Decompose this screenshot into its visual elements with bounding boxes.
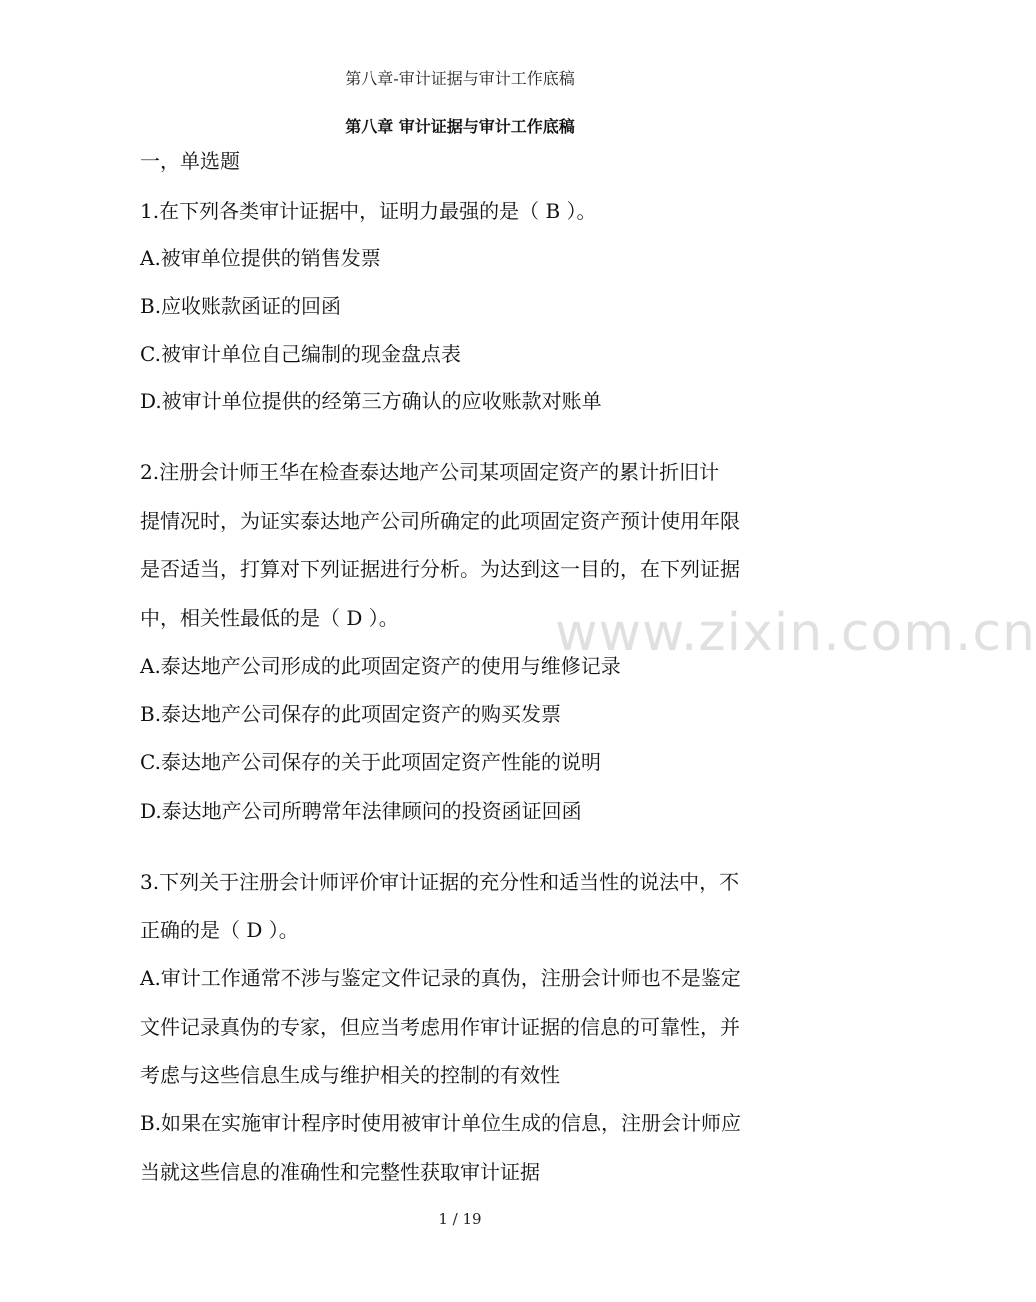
page-header: 第八章-审计证据与审计工作底稿 bbox=[345, 69, 575, 88]
text-line: A.泰达地产公司形成的此项固定资产的使用与维修记录 bbox=[140, 654, 621, 678]
text-line: C.泰达地产公司保存的关于此项固定资产性能的说明 bbox=[140, 750, 601, 774]
text-line: 文件记录真伪的专家，但应当考虑用作审计证据的信息的可靠性，并 bbox=[140, 1015, 740, 1039]
text-line: 当就这些信息的准确性和完整性获取审计证据 bbox=[140, 1160, 540, 1184]
text-line: 2.注册会计师王华在检查泰达地产公司某项固定资产的累计折旧计 bbox=[140, 460, 720, 484]
text-line: A.审计工作通常不涉与鉴定文件记录的真伪，注册会计师也不是鉴定 bbox=[140, 966, 741, 990]
text-line: 3.下列关于注册会计师评价审计证据的充分性和适当性的说法中，不 bbox=[140, 870, 740, 894]
text-line: A.被审单位提供的销售发票 bbox=[140, 246, 381, 270]
text-line: B.应收账款函证的回函 bbox=[140, 294, 342, 318]
section-heading: 一，单选题 bbox=[140, 149, 240, 173]
text-line: 提情况时，为证实泰达地产公司所确定的此项固定资产预计使用年限 bbox=[140, 509, 740, 533]
text-line: 是否适当，打算对下列证据进行分析。为达到这一目的，在下列证据 bbox=[140, 557, 740, 581]
watermark: www.zixin.com.cn bbox=[555, 603, 1036, 663]
text-line: 正确的是（ D ）。 bbox=[140, 918, 299, 942]
text-line: B.泰达地产公司保存的此项固定资产的购买发票 bbox=[140, 702, 562, 726]
text-line: 考虑与这些信息生成与维护相关的控制的有效性 bbox=[140, 1063, 560, 1087]
page-number: 1 / 19 bbox=[438, 1210, 482, 1228]
text-line: 1.在下列各类审计证据中，证明力最强的是（ B ）。 bbox=[140, 199, 597, 223]
document-title: 第八章 审计证据与审计工作底稿 bbox=[345, 117, 575, 136]
text-line: D.被审计单位提供的经第三方确认的应收账款对账单 bbox=[140, 389, 602, 413]
text-line: B.如果在实施审计程序时使用被审计单位生成的信息，注册会计师应 bbox=[140, 1111, 742, 1135]
text-line: D.泰达地产公司所聘常年法律顾问的投资函证回函 bbox=[140, 799, 582, 823]
text-line: 中，相关性最低的是（ D ）。 bbox=[140, 606, 399, 630]
text-line: C.被审计单位自己编制的现金盘点表 bbox=[140, 342, 461, 366]
